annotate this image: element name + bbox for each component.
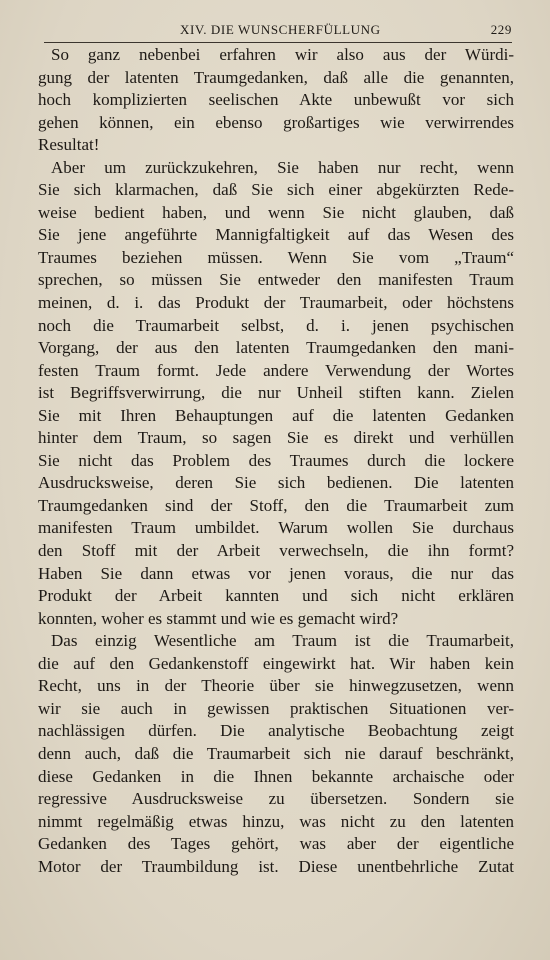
text-line: Sie jene angeführte Mannigfaltigkeit auf das Wesen des [38,225,514,245]
text-line: Sie mit Ihren Behauptungen auf die latenten Gedanken [38,405,514,425]
text-line: Traumes beziehen müssen. Wenn Sie vom „Traum“ [38,247,514,267]
text-line: ist Begriffsverwirrung, die nur Unheil stiften kann. Zielen [38,383,514,403]
text-line: Haben Sie dann etwas vor jenen voraus, die nur das [38,563,514,583]
text-line: Ausdrucksweise, deren Sie sich bedienen. Die latenten [38,473,514,493]
text-line: weise bedient haben, und wenn Sie nicht glauben, daß [38,202,514,222]
text-line: Aber um zurückzukehren, Sie haben nur recht, wenn [51,157,514,177]
text-line: meinen, d. i. das Produkt der Traumarbeit, oder höchstens [38,293,514,313]
text-line: diese Gedanken in die Ihnen bekannte archaische oder [38,766,514,786]
text-line: gehen können, ein ebenso großartiges wie verwirrendes [38,112,514,132]
text-line: denn auch, daß die Traumarbeit sich nie darauf beschränkt, [38,743,514,763]
text-line: Traumgedanken sind der Stoff, den die Traumarbeit zum [38,495,514,515]
page-number: 229 [490,22,512,37]
text-line: nachlässigen dürfen. Die analytische Beobachtung zeigt [38,721,514,741]
text-line: wir sie auch in gewissen praktischen Situationen ver- [38,698,514,718]
text-line: manifesten Traum umbildet. Warum wollen Sie durchaus [38,518,514,538]
text-line: gung der latenten Traumgedanken, daß alle die genannten, [38,67,514,87]
text-line: Produkt der Arbeit kannten und sich nicht erklären [38,586,514,606]
text-line: regressive Ausdrucksweise zu übersetzen. Sondern sie [38,789,514,809]
running-header [44,20,512,43]
text-line: Das einzig Wesentliche am Traum ist die Traumarbeit, [51,631,514,651]
text-line: hinter dem Traum, so sagen Sie es direkt und verhüllen [38,428,514,448]
chapter-title: XIV. DIE WUNSCHERFÜLLUNG [180,22,381,37]
text-line: Recht, uns in der Theorie über sie hinwegzusetzen, wenn [38,676,514,696]
text-line: noch die Traumarbeit selbst, d. i. jenen psychischen [38,315,514,335]
text-line: festen Traum formt. Jede andere Verwendung der Wortes [38,360,514,380]
text-line: Resultat! [38,135,100,155]
text-line: sprechen, so müssen Sie entweder den manifesten Traum [38,270,514,290]
text-line: Sie sich klarmachen, daß Sie sich einer abgekürzten Rede- [38,180,514,200]
text-line: Gedanken des Tages gehört, was aber der eigentliche [38,834,514,854]
text-line: Motor der Traumbildung ist. Diese unentbehrliche Zutat [38,856,514,876]
text-line: den Stoff mit der Arbeit verwechseln, die ihn formt? [38,541,514,561]
text-line: nimmt regelmäßig etwas hinzu, was nicht zu den latenten [38,811,514,831]
text-line: konnten, woher es stammt und wie es gemacht wird? [38,608,399,628]
text-line: So ganz nebenbei erfahren wir also aus der Würdi- [51,45,514,64]
body-text [38,44,514,878]
text-line: Vorgang, der aus den latenten Traumgedanken den mani- [38,338,514,358]
text-line: die auf den Gedankenstoff eingewirkt hat. Wir haben kein [38,653,514,673]
text-line: Sie nicht das Problem des Traumes durch die lockere [38,450,514,470]
text-line: hoch komplizierten seelischen Akte unbewußt vor sich [38,90,514,110]
